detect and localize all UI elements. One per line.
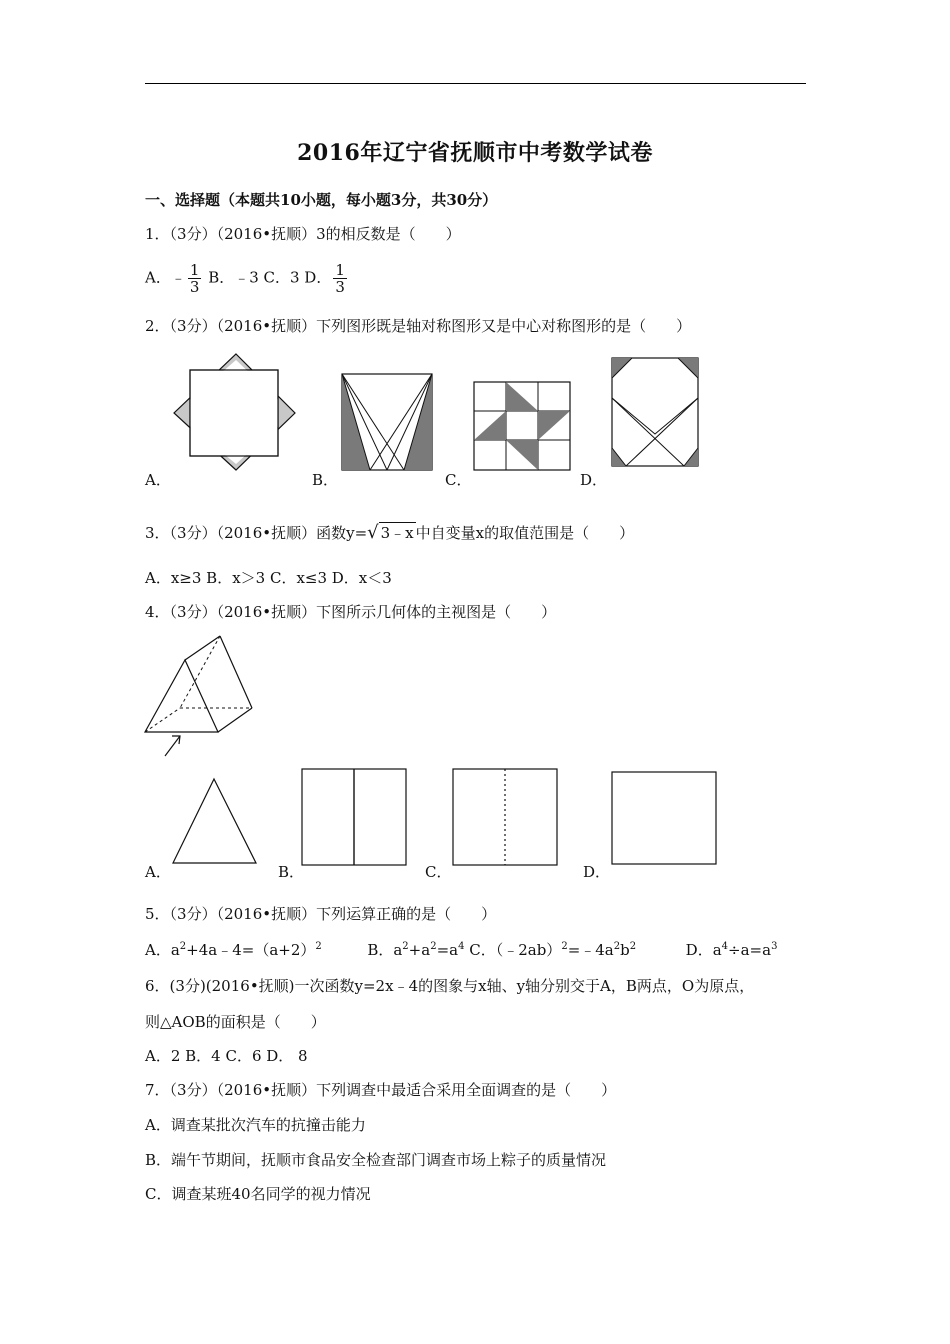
q1-fraction-d [333, 262, 347, 295]
q5-option-a-exp: 2 [179, 941, 187, 952]
q3-stem [145, 522, 634, 543]
q5-option-c-exp: 2 [561, 941, 568, 952]
q1-option-bcd: B．﹣3 C．3 D． [208, 268, 332, 287]
q2-figure-d [610, 356, 700, 468]
q1-fraction-d-num: 1 [335, 261, 345, 279]
q5-option-b-exp2: 2 [430, 941, 437, 952]
q5-option-b-exp: 2 [402, 941, 409, 952]
q5-option-d-exp: 4 [721, 941, 729, 952]
q3-options: A．x≥3 B．x＞3 C．x≤3 D．x＜3 [145, 569, 392, 587]
q5-stem: 5．（3分）（2016•抚顺）下列运算正确的是（ ） [145, 905, 497, 923]
q1-stem: 1．（3分）（2016•抚顺）3的相反数是（ ） [145, 225, 461, 243]
sqrt-icon: √ [367, 522, 379, 543]
q2-figure-c [472, 380, 572, 472]
page-title: 2016年辽宁省抚顺市中考数学试卷 [297, 140, 653, 166]
q5-option-b-exp3: 4 [458, 941, 465, 952]
q7-option-a: A．调查某批次汽车的抗撞击能力 [145, 1116, 366, 1134]
q6-stem-line1: 6．(3分)(2016•抚顺)一次函数y=2x﹣4的图象与x轴、y轴分别交于A，B两点，O为原点， [145, 977, 755, 995]
q4-option-d-rect [610, 770, 720, 866]
q7-stem: 7．（3分）（2016•抚顺）下列调查中最适合采用全面调查的是（ ） [145, 1081, 617, 1099]
q4-label-c: C． [425, 863, 452, 881]
q5-option-b-text3: =a [436, 941, 459, 959]
q5-option-c-exp2: 2 [613, 941, 621, 952]
q5-option-c-text: C．（﹣2ab） [469, 941, 562, 959]
section-heading: 一、选择题（本题共10小题，每小题3分，共30分） [145, 191, 498, 209]
q3-stem-suffix: 中自变量x的取值范围是（ ） [415, 524, 635, 542]
top-rule [145, 83, 806, 84]
q2-figure-a [170, 352, 300, 472]
q4-option-b-rect [300, 767, 410, 867]
q2-label-d: D． [580, 471, 608, 489]
q2-label-b: B． [312, 471, 339, 489]
q7-option-c: C．调查某班40名同学的视力情况 [145, 1185, 371, 1203]
q5-option-b-text2: +a [408, 941, 431, 959]
q3-radicand: 3﹣x [380, 524, 414, 542]
q5-option-c-text3: b [620, 941, 630, 959]
q5-option-d-exp2: 3 [771, 941, 778, 952]
q7-option-b: B．端午节期间，抚顺市食品安全检查部门调查市场上粽子的质量情况 [145, 1151, 607, 1169]
q5-option-a-exp2: 2 [315, 941, 322, 952]
q5-option-c [469, 941, 636, 959]
q4-option-c-rect [451, 767, 561, 867]
q4-label-b: B． [278, 863, 305, 881]
q5-option-a-text: A．a [145, 941, 180, 959]
q1-fraction-d-den: 3 [335, 278, 345, 296]
q2-label-c: C． [445, 471, 472, 489]
q5-option-d-text: D．a [685, 941, 722, 959]
q5-options [145, 940, 777, 960]
q4-label-a: A． [145, 863, 171, 881]
q5-option-d-text2: ÷a=a [728, 941, 772, 959]
q1-fraction-a-den: 3 [189, 278, 200, 296]
q4-stem: 4．（3分）（2016•抚顺）下图所示几何体的主视图是（ ） [145, 603, 557, 621]
q3-stem-prefix: 3．（3分）（2016•抚顺）函数y= [145, 524, 368, 542]
q5-option-a-text2: +4a﹣4=（a+2） [186, 941, 316, 959]
q5-option-c-text2: =﹣4a [567, 941, 614, 959]
q5-option-a [145, 941, 322, 959]
q4-label-d: D． [583, 863, 611, 881]
q6-options: A．2 B．4 C．6 D． 8 [145, 1047, 308, 1065]
q1-fraction-a-num: 1 [189, 261, 200, 279]
q5-option-c-exp3: 2 [629, 941, 637, 952]
q2-stem: 2．（3分）（2016•抚顺）下列图形既是轴对称图形又是中心对称图形的是（ ） [145, 317, 692, 335]
q1-option-a-label: A． [145, 268, 171, 287]
q1-option-a-sign: ﹣ [170, 268, 186, 287]
q5-option-d [686, 941, 778, 959]
q5-option-b-text: B．a [367, 941, 403, 959]
q2-label-a: A． [145, 471, 171, 489]
q6-stem-line2: 则△AOB的面积是（ ） [145, 1013, 326, 1031]
q4-option-a-triangle [170, 775, 260, 867]
q1-options [145, 262, 349, 295]
q2-figure-b [340, 372, 436, 472]
q1-fraction-a [188, 262, 202, 295]
q5-option-b [367, 941, 464, 959]
q4-prism-figure [140, 630, 270, 760]
